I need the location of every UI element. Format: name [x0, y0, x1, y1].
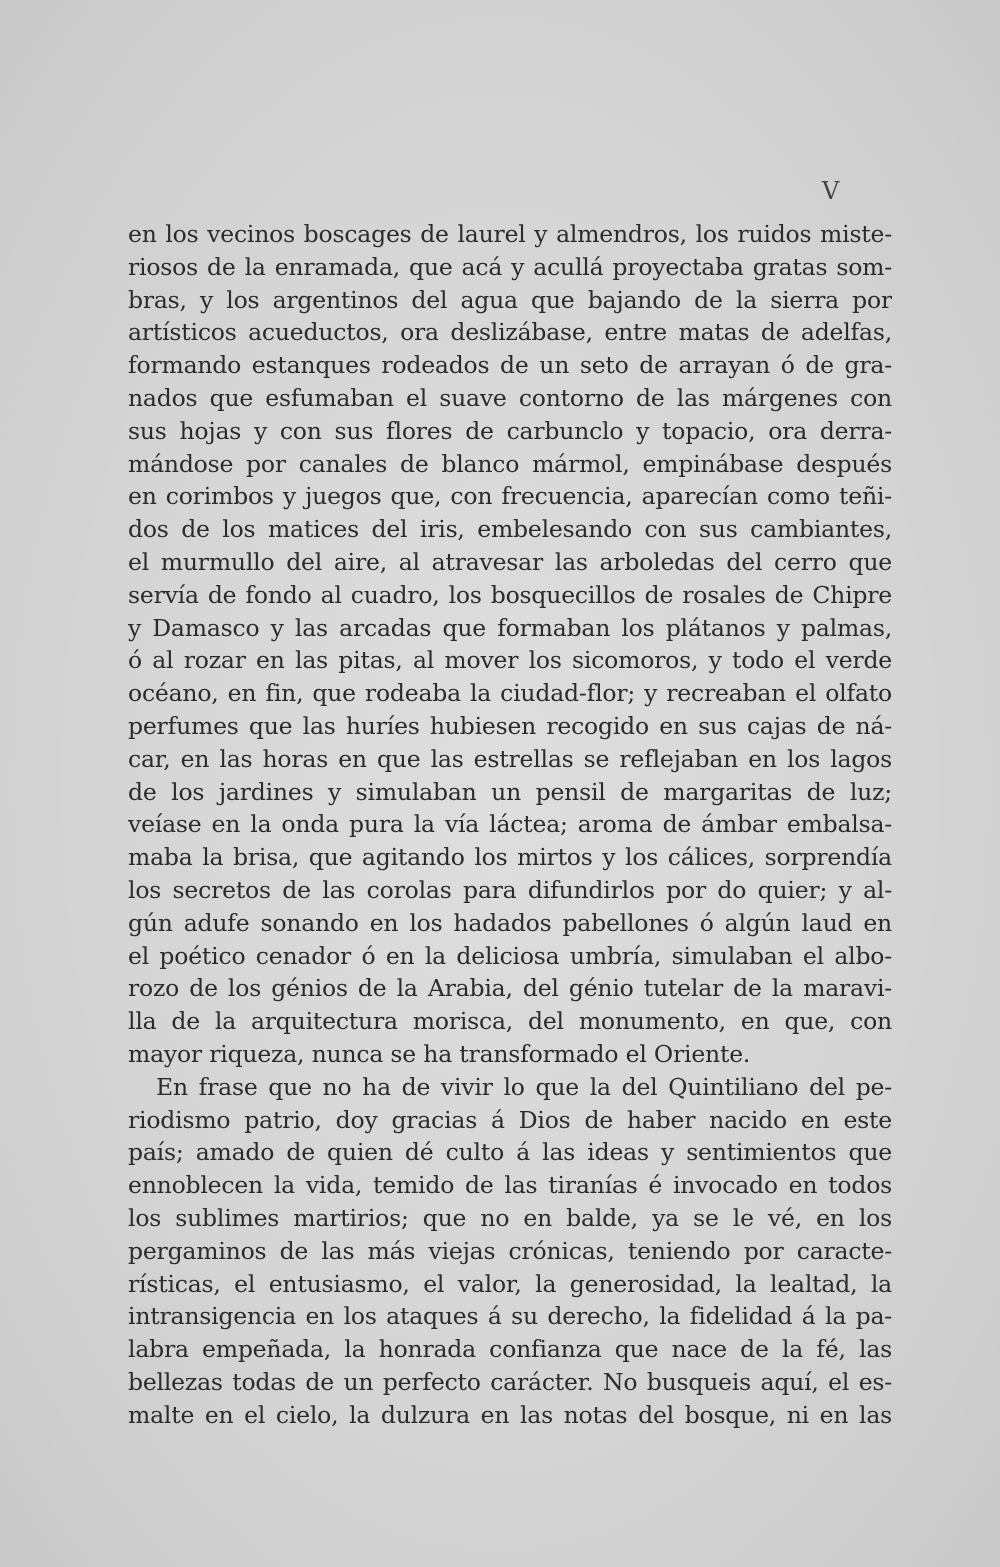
text-line: mayor riqueza, nunca se ha transformado el Oriente.: [128, 1039, 751, 1068]
text-line: pergaminos de las más viejas crónicas, teniendo por caracte-: [128, 1236, 892, 1265]
text-line: en corimbos y juegos que, con frecuencia, aparecían como teñi-: [128, 482, 892, 511]
text-line: artísticos acueductos, ora deslizábase, entre matas de adelfas,: [128, 318, 892, 347]
body-text: [128, 218, 892, 1431]
text-line: perfumes que las huríes hubiesen recogido en sus cajas de ná-: [128, 711, 892, 740]
text-line: bellezas todas de un perfecto carácter. No busqueis aquí, el es-: [128, 1367, 892, 1396]
text-line: malte en el cielo, la dulzura en las notas del bosque, ni en las: [128, 1400, 892, 1429]
text-line: rozo de los génios de la Arabia, del génio tutelar de la maravi-: [128, 974, 892, 1003]
text-line: servía de fondo al cuadro, los bosquecillos de rosales de Chipre: [128, 580, 892, 609]
text-line: gún adufe sonando en los hadados pabellones ó algún laud en: [128, 908, 892, 937]
text-line: car, en las horas en que las estrellas se reflejaban en los lagos: [128, 744, 892, 773]
page-number: V: [822, 177, 840, 205]
text-line: mándose por canales de blanco mármol, empinábase después: [128, 449, 892, 478]
text-line: en los vecinos boscages de laurel y almendros, los ruidos miste-: [128, 220, 892, 248]
text-line: intransigencia en los ataques á su derecho, la fidelidad á la pa-: [128, 1302, 892, 1331]
text-line: ó al rozar en las pitas, al mover los sicomoros, y todo el verde: [128, 646, 892, 675]
text-line: labra empeñada, la honrada confianza que nace de la fé, las: [128, 1335, 892, 1364]
text-line: el poético cenador ó en la deliciosa umbría, simulaban el albo-: [128, 941, 892, 970]
text-line: En frase que no ha de vivir lo que la del Quintiliano del pe-: [156, 1072, 892, 1101]
text-line: los secretos de las corolas para difundirlos por do quier; y al-: [128, 875, 892, 904]
text-line: riosos de la enramada, que acá y acullá proyectaba gratas som-: [128, 252, 892, 281]
text-line: dos de los matices del iris, embelesando con sus cambiantes,: [128, 515, 892, 544]
text-line: maba la brisa, que agitando los mirtos y los cálices, sorprendía: [128, 843, 892, 872]
text-line: bras, y los argentinos del agua que bajando de la sierra por: [128, 285, 892, 314]
text-line: los sublimes martirios; que no en balde, ya se le vé, en los: [128, 1203, 892, 1232]
text-line: océano, en fin, que rodeaba la ciudad-flor; y recreaban el olfato: [128, 679, 892, 708]
text-line: y Damasco y las arcadas que formaban los plátanos y palmas,: [128, 613, 892, 642]
text-line: riodismo patrio, doy gracias á Dios de haber nacido en este: [128, 1105, 892, 1134]
text-line: lla de la arquitectura morisca, del monumento, en que, con: [128, 1007, 892, 1036]
text-line: formando estanques rodeados de un seto de arrayan ó de gra-: [128, 351, 892, 380]
text-line: de los jardines y simulaban un pensil de margaritas de luz;: [128, 777, 892, 806]
text-line: el murmullo del aire, al atravesar las arboledas del cerro que: [128, 547, 892, 576]
text-line: ennoblecen la vida, temido de las tiranías é invocado en todos: [128, 1171, 892, 1200]
text-line: sus hojas y con sus flores de carbunclo y topacio, ora derra-: [128, 416, 892, 445]
text-line: nados que esfumaban el suave contorno de las márgenes con: [128, 383, 892, 412]
text-line: veíase en la onda pura la vía láctea; aroma de ámbar embalsa-: [128, 810, 892, 839]
text-line: país; amado de quien dé culto á las ideas y sentimientos que: [128, 1138, 892, 1167]
text-line: rísticas, el entusiasmo, el valor, la generosidad, la lealtad, la: [128, 1269, 892, 1298]
